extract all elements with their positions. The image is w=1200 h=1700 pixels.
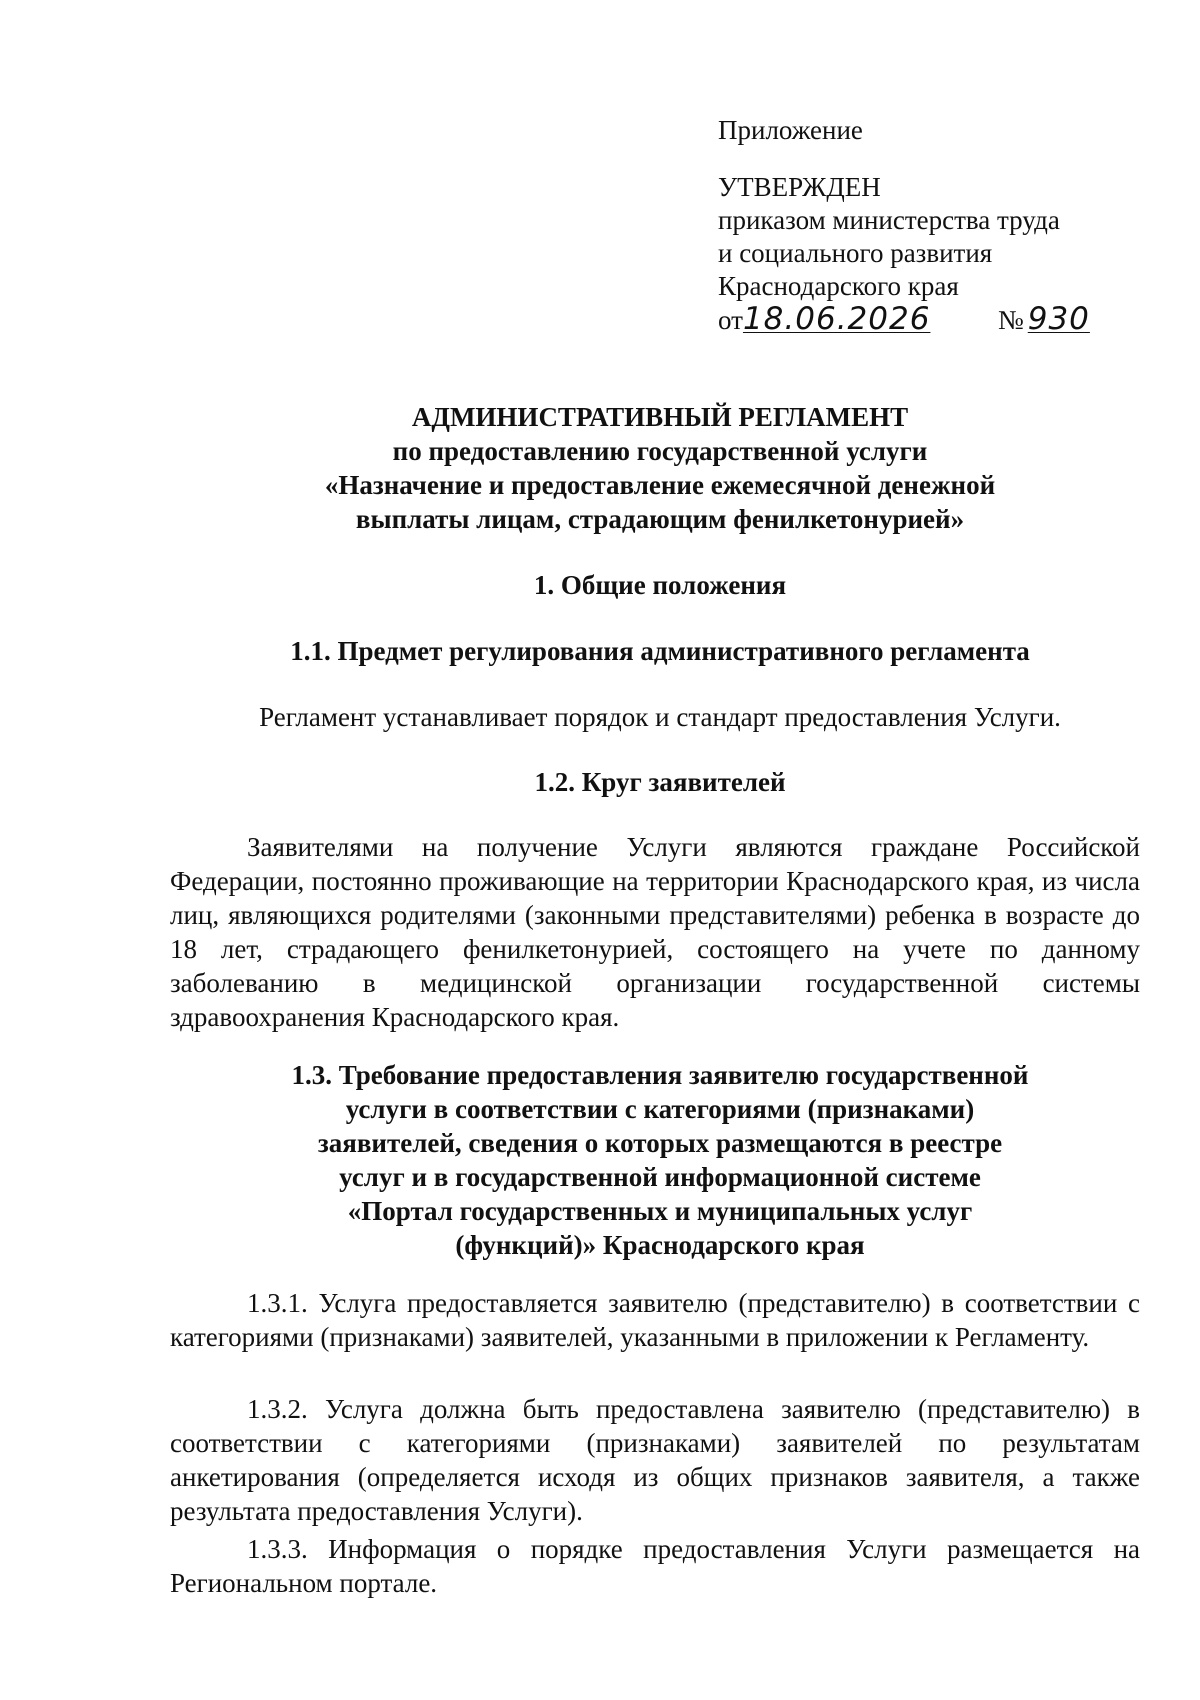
section-1-3-heading-line-4: услуг и в государственной информационной системе <box>339 1162 981 1192</box>
handwritten-date: 18.06.2026 <box>742 301 931 337</box>
title-line-3: «Назначение и предоставление ежемесячной денежной <box>324 470 996 500</box>
approved-by-line-3: Краснодарского края <box>718 271 959 301</box>
paragraph-1-3-2: 1.3.2. Услуга должна быть предоставлена заявителю (представителю) в соответствии с категориями (признаками) заявителей по результатам анкетирования (определяется исходя из общих признаков заявителя, а также результата предоставления Услуги). <box>170 1394 1140 1526</box>
title-line-2: по предоставлению государственной услуги <box>392 436 928 466</box>
handwritten-number: 930 <box>1027 301 1090 337</box>
order-date-number <box>718 303 1138 337</box>
approval-header <box>718 114 1138 337</box>
document-title <box>170 400 1150 536</box>
section-1-3-heading-line-2: услуги в соответствии с категориями (признаками) <box>345 1094 975 1124</box>
approved-label: УТВЕРЖДЕН <box>718 172 881 202</box>
title-line-1: АДМИНИСТРАТИВНЫЙ РЕГЛАМЕНТ <box>411 402 909 432</box>
approved-by-line-2: и социального развития <box>718 238 993 268</box>
section-1-1-heading: 1.1. Предмет регулирования административного регламента <box>290 636 1030 666</box>
section-1-3-heading-line-3: заявителей, сведения о которых размещаются в реестре <box>317 1128 1003 1158</box>
section-1-1-text: Регламент устанавливает порядок и стандарт предоставления Услуги. <box>259 702 1061 732</box>
section-1-2-heading: 1.2. Круг заявителей <box>534 767 786 797</box>
number-sign: № <box>997 305 1024 335</box>
approved-by-line-1: приказом министерства труда <box>718 205 1060 235</box>
paragraph-1-3-3: 1.3.3. Информация о порядке предоставления Услуги размещается на Региональном портале. <box>170 1534 1140 1598</box>
title-line-4: выплаты лицам, страдающим фенилкетонурией» <box>355 504 965 534</box>
date-prefix: от <box>718 305 743 335</box>
section-1-3-heading <box>170 1058 1150 1262</box>
section-1-3-heading-line-5: «Портал государственных и муниципальных услуг <box>347 1196 973 1226</box>
section-1-heading: 1. Общие положения <box>533 570 787 600</box>
section-1-3-heading-line-1: 1.3. Требование предоставления заявителю государственной <box>291 1060 1029 1090</box>
paragraph-1-3-1: 1.3.1. Услуга предоставляется заявителю (представителю) в соответствии с категориями (признаками) заявителей, указанными в приложении к Регламенту. <box>170 1288 1140 1352</box>
section-1-2-text: Заявителями на получение Услуги являются граждане Российской Федерации, постоянно проживающие на территории Краснодарского края, из числа лиц, являющихся родителями (законными представителями) ребенка в возрасте до 18 лет, страдающего фенилкетонурией, состоящего на учете по данному заболеванию в медицинской организации государственной системы здравоохранения Краснодарского края. <box>170 832 1140 1032</box>
section-1-3-heading-line-6: (функций)» Краснодарского края <box>455 1230 865 1260</box>
appendix-label: Приложение <box>718 115 863 145</box>
